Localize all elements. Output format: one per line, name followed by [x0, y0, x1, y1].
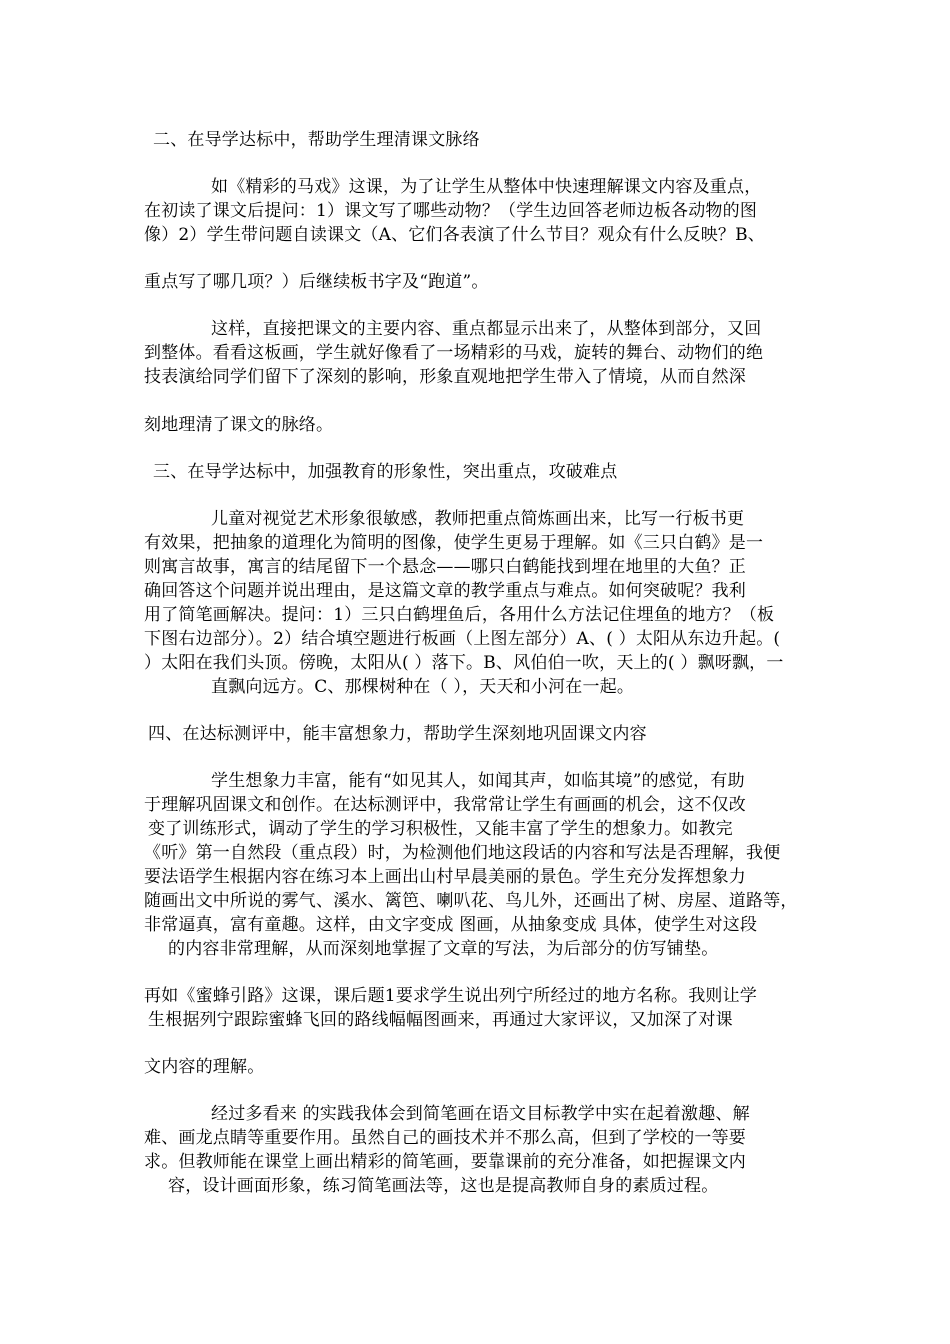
section-heading: 三、在导学达标中，加强教育的形象性，突出重点，攻破难点	[153, 462, 618, 482]
paragraph-line: 这样，直接把课文的主要内容、重点都显示出来了，从整体到部分，又回	[211, 319, 762, 339]
paragraph-line: 要法语学生根据内容在练习本上画出山村早晨美丽的景色。学生充分发挥想象力	[144, 867, 746, 887]
paragraph-line: 如《精彩的马戏》这课，为了让学生从整体中快速理解课文内容及重点，	[211, 177, 762, 197]
paragraph-line: ）太阳在我们头顶。傍晚，太阳从( ）落下。B、风伯伯一吹，天上的( ）飘呀飘，一	[144, 653, 784, 673]
paragraph-line: 重点写了哪几项？）后继续板书字及“跑道”。	[144, 272, 489, 292]
paragraph-line: 下图右边部分）。2）结合填空题进行板画（上图左部分）A、( ）太阳从东边升起。(	[144, 629, 781, 649]
paragraph-line: 则寓言故事，寓言的结尾留下一个悬念——哪只白鹤能找到埋在地里的大鱼？正	[144, 557, 746, 577]
paragraph-line: 用了简笔画解决。提问：1）三只白鹤埋鱼后，各用什么方法记住埋鱼的地方？（板	[144, 605, 775, 625]
paragraph-line: 刻地理清了课文的脉络。	[144, 415, 334, 435]
paragraph-line: 像）2）学生带问题自读课文（A、它们各表演了什么节目？观众有什么反映？B、	[144, 225, 765, 245]
paragraph-line: 到整体。看看这板画，学生就好像看了一场精彩的马戏，旋转的舞台、动物们的绝	[144, 343, 764, 363]
paragraph-line: 生根据列宁跟踪蜜蜂飞回的路线幅幅图画来，再通过大家评议，又加深了对课	[148, 1010, 733, 1030]
paragraph-line: 变了训练形式，调动了学生的学习积极性，又能丰富了学生的想象力。如教完	[148, 819, 733, 839]
paragraph-line: 直飘向远方。C、那棵树种在（ ），天天和小河在一起。	[211, 677, 635, 697]
paragraph-line: 于理解巩固课文和创作。在达标测评中，我常常让学生有画画的机会，这不仅改	[144, 795, 746, 815]
section-heading: 二、在导学达标中，帮助学生理清课文脉络	[153, 130, 480, 150]
paragraph-line: 容，设计画面形象，练习简笔画法等，这也是提高教师自身的素质过程。	[168, 1176, 719, 1196]
paragraph-line: 确回答这个问题并说出理由，是这篇文章的教学重点与难点。如何突破呢？我利	[144, 581, 746, 601]
paragraph-line: 有效果，把抽象的道理化为简明的图像，使学生更易于理解。如《三只白鹤》是一	[144, 533, 764, 553]
paragraph-line: 文内容的理解。	[144, 1057, 265, 1077]
paragraph-line: 儿童对视觉艺术形象很敏感，教师把重点简炼画出来，比写一行板书更	[211, 509, 745, 529]
paragraph-line: 《听》第一自然段（重点段）时，为检测他们地这段话的内容和写法是否理解，我便	[144, 843, 781, 863]
paragraph-line: 学生想象力丰富，能有“如见其人，如闻其声，如临其境”的感觉，有助	[211, 771, 745, 791]
paragraph-line: 难、画龙点睛等重要作用。虽然自己的画技术并不那么高，但到了学校的一等要	[144, 1128, 746, 1148]
paragraph-line: 经过多看来 的实践我体会到简笔画在语文目标教学中实在起着激趣、解	[211, 1104, 750, 1124]
paragraph-line: 非常逼真，富有童趣。这样，由文字变成 图画，从抽象变成 具体，使学生对这段	[144, 915, 758, 935]
paragraph-line: 的内容非常理解，从而深刻地掌握了文章的写法，为后部分的仿写铺垫。	[168, 939, 719, 959]
paragraph-line: 技表演给同学们留下了深刻的影响，形象直观地把学生带入了情境，从而自然深	[144, 367, 746, 387]
paragraph-line: 再如《蜜蜂引路》这课，课后题1要求学生说出列宁所经过的地方名称。我则让学	[144, 986, 758, 1006]
paragraph-line: 在初读了课文后提问：1）课文写了哪些动物？（学生边回答老师边板各动物的图	[144, 201, 758, 221]
section-heading: 四、在达标测评中，能丰富想象力，帮助学生深刻地巩固课文内容	[148, 724, 647, 744]
paragraph-line: 求。但教师能在课堂上画出精彩的简笔画，要靠课前的充分准备，如把握课文内	[144, 1152, 746, 1172]
paragraph-line: 随画出文中所说的雾气、溪水、篱笆、喇叭花、鸟儿外，还画出了树、房屋、道路等，	[144, 891, 798, 911]
